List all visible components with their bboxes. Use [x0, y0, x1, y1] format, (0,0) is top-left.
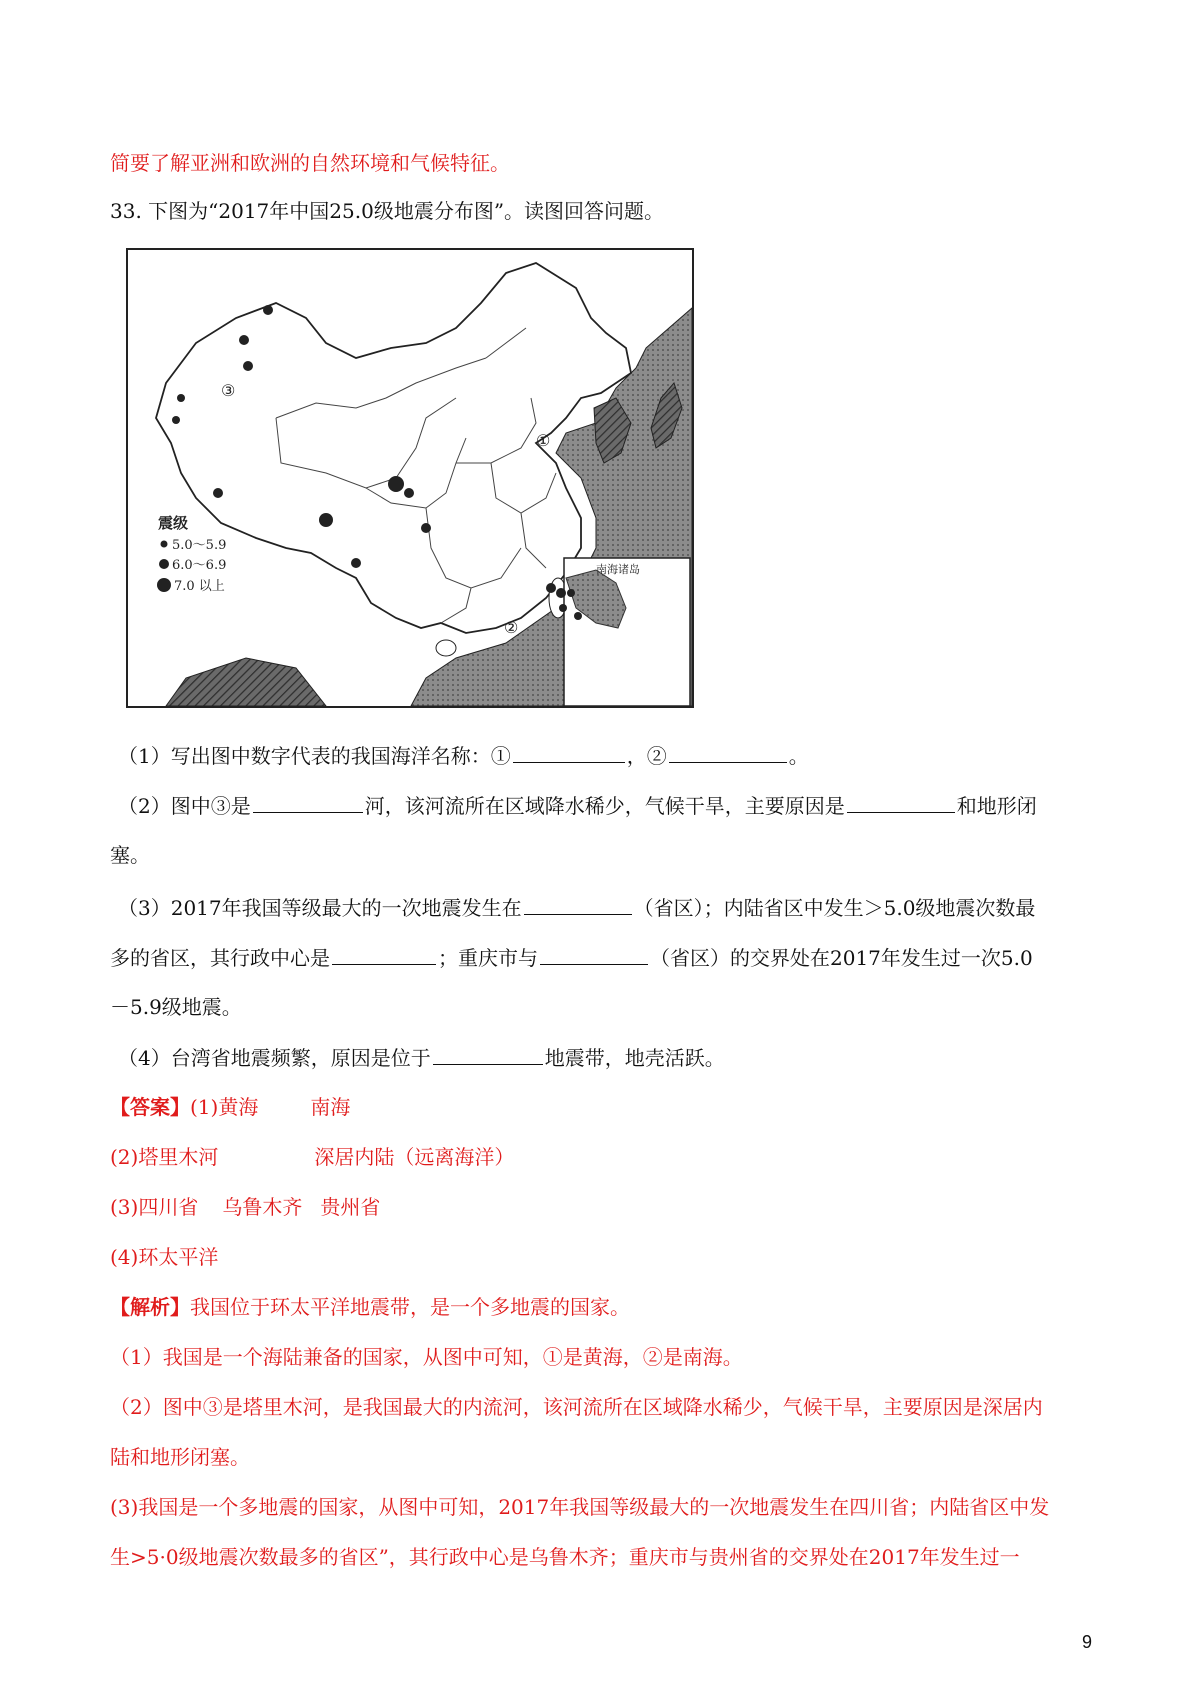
quake-point [546, 583, 556, 593]
question-3-line3: －5.9级地震。 [110, 995, 242, 1019]
earthquake-map [126, 248, 694, 708]
answer-blank[interactable] [513, 740, 625, 763]
header-note: 简要了解亚洲和欧洲的自然环境和气候特征。 [110, 151, 510, 175]
answer-blank[interactable] [332, 942, 436, 965]
quake-point [559, 604, 567, 612]
legend-item-3: 7.0 以上 [174, 579, 225, 594]
quake-point [172, 416, 180, 424]
answer-blank[interactable] [253, 790, 363, 813]
answer-blank[interactable] [540, 942, 648, 965]
quake-point [567, 589, 575, 597]
answer-blank[interactable] [433, 1042, 543, 1065]
legend-dot-medium [159, 559, 169, 569]
quake-point [404, 488, 414, 498]
marker-3: ③ [221, 381, 236, 400]
inset-label: 南海诸岛 [596, 563, 640, 576]
legend-dot-small [161, 541, 168, 548]
legend-item-1: 5.0～5.9 [172, 538, 227, 553]
answer-blank[interactable] [847, 790, 955, 813]
answer-blank[interactable] [669, 740, 787, 763]
legend-dot-large [157, 578, 171, 592]
quake-point [213, 488, 223, 498]
answer-2: (2)塔里木河 深居内陆（远离海洋） [110, 1145, 515, 1169]
quake-point [177, 394, 185, 402]
answer-1: 【答案】(1)黄海 南海 [110, 1095, 351, 1119]
answer-4: (4)环太平洋 [110, 1245, 219, 1269]
legend-title: 震级 [158, 514, 189, 532]
quake-point [574, 612, 582, 620]
quake-point [351, 558, 361, 568]
quake-point [239, 335, 249, 345]
question-2-line2: 塞。 [110, 843, 150, 867]
answer-3: (3)四川省 乌鲁木齐 贵州省 [110, 1195, 381, 1219]
answer-blank[interactable] [524, 892, 632, 915]
question-4: （4）台湾省地震频繁，原因是位于 地震带，地壳活跃。 [118, 1042, 725, 1073]
analysis-intro: 【解析】我国位于环太平洋地震带，是一个多地震的国家。 [110, 1295, 630, 1319]
analysis-1: （1）我国是一个海陆兼备的国家，从图中可知，①是黄海，②是南海。 [110, 1345, 743, 1369]
analysis-3-line2: 生>5·0级地震次数最多的省区”，其行政中心是乌鲁木齐；重庆市与贵州省的交界处在2017年发生过一 [110, 1545, 1020, 1569]
analysis-3-line1: (3)我国是一个多地震的国家，从图中可知，2017年我国等级最大的一次地震发生在四川省；内陆省区中发 [110, 1495, 1050, 1519]
question-intro: 33. 下图为“2017年中国25.0级地震分布图”。读图回答问题。 [110, 199, 665, 223]
marker-2: ② [504, 618, 519, 637]
quake-point [243, 361, 253, 371]
hainan [436, 640, 456, 656]
quake-point [319, 513, 333, 527]
analysis-2-line1: （2）图中③是塔里木河，是我国最大的内流河，该河流所在区域降水稀少，气候干旱，主要原因是深居内 [110, 1395, 1043, 1419]
quake-point [421, 523, 431, 533]
quake-point [263, 305, 273, 315]
question-1: （1）写出图中数字代表的我国海洋名称：① ，② 。 [118, 740, 809, 771]
question-3-line1: （3）2017年我国等级最大的一次地震发生在 （省区）；内陆省区中发生＞5.0级地震次数最 [118, 892, 1035, 923]
legend-item-2: 6.0～6.9 [172, 558, 227, 573]
question-3-line2: 多的省区，其行政中心是 ；重庆市与 （省区）的交界处在2017年发生过一次5.0 [110, 942, 1033, 973]
analysis-2-line2: 陆和地形闭塞。 [110, 1445, 250, 1469]
question-2-line1: （2）图中③是 河，该河流所在区域降水稀少，气候干旱，主要原因是 和地形闭 [118, 790, 1037, 821]
page-number: 9 [1082, 1632, 1093, 1652]
quake-point [388, 476, 404, 492]
marker-1: ① [536, 431, 551, 450]
quake-point [556, 588, 566, 598]
